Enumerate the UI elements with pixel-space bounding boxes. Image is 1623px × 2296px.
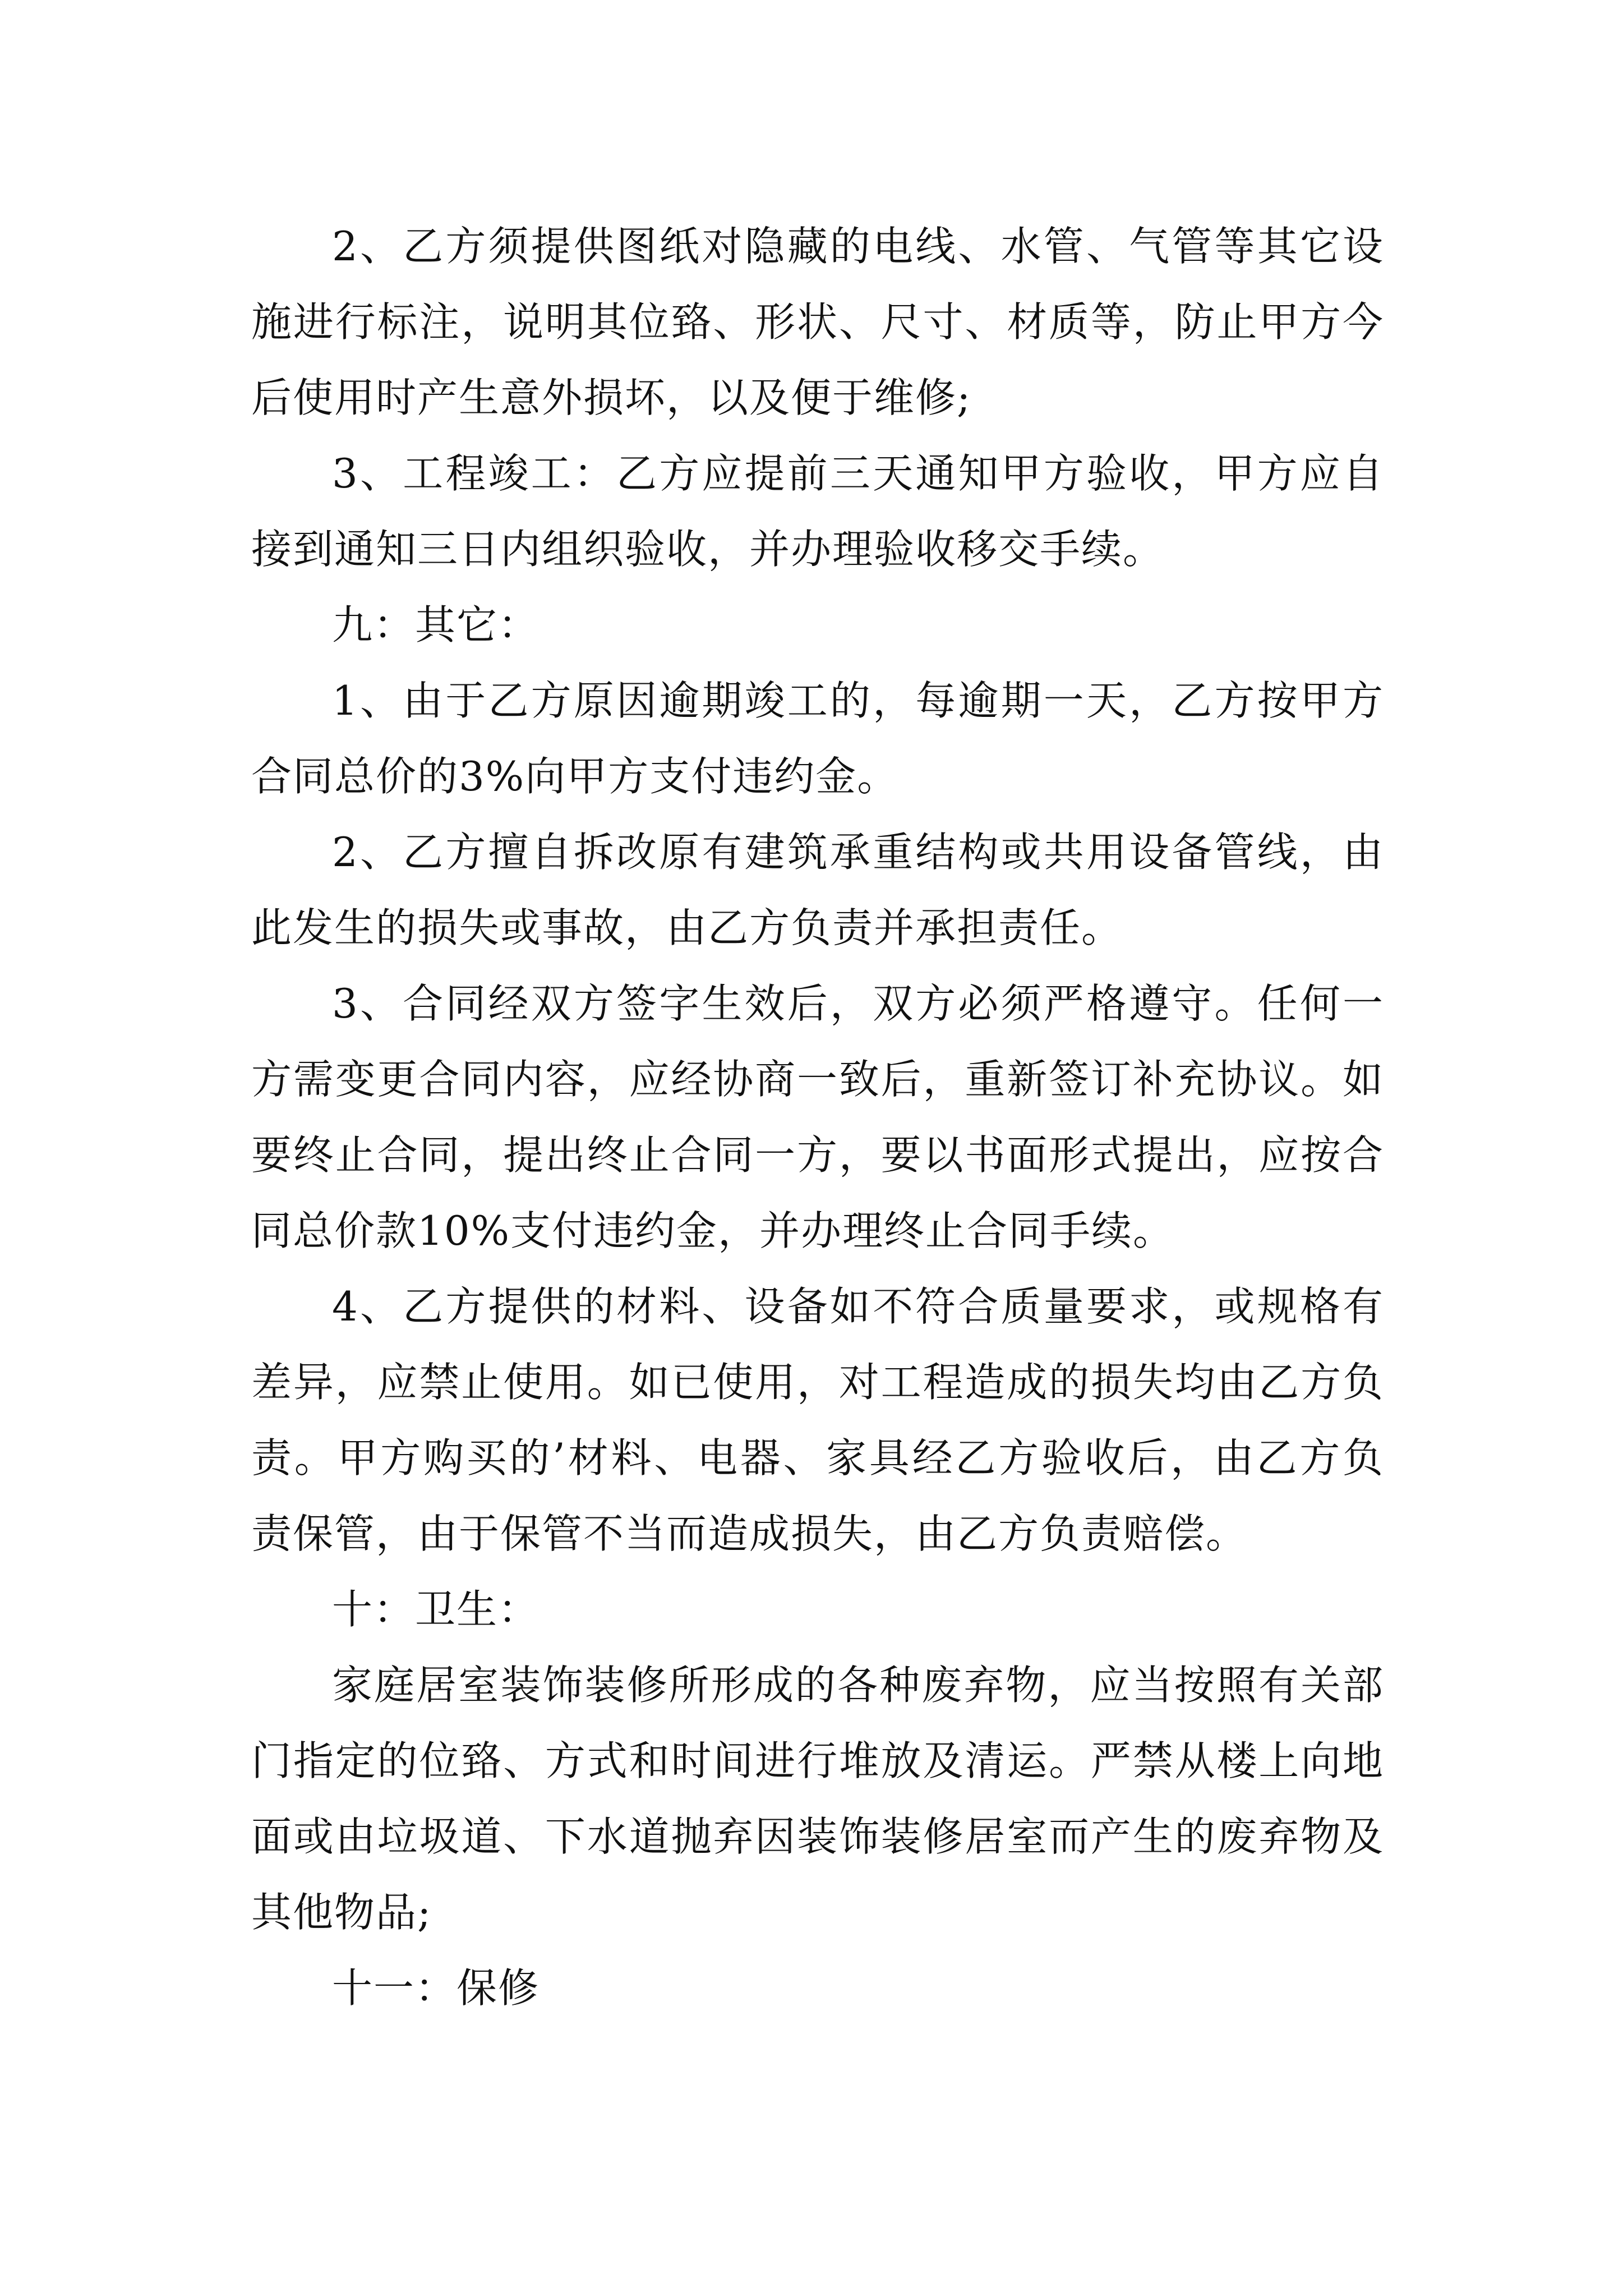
section-heading-other: 九：其它： (332, 601, 540, 648)
paragraph-structural-alteration: 2、乙方擅自拆改原有建筑承重结构或共用设备管线，由此发生的损失或事故，由乙方负责并承担责任。 (251, 829, 1384, 951)
paragraph-contract-changes: 3、合同经双方签字生效后，双方必须严格遵守。任何一方需变更合同内容，应经协商一致后，重新签订补充协议。如要终止合同，提出终止合同一方，要以书面形式提出，应按合同总价款10%支付违约金，并办理终止合同手续。 (251, 980, 1384, 1254)
paragraph-overdue-penalty: 1、由于乙方原因逾期竣工的，每逾期一天，乙方按甲方合同总价的3%向甲方支付违约金。 (251, 677, 1384, 800)
document-body (251, 209, 1384, 2026)
paragraph-waste-disposal: 家庭居室装饰装修所形成的各种废弃物，应当按照有关部门指定的位臵、方式和时间进行堆放及清运。严禁从楼上向地面或由垃圾道、下水道抛弃因装饰装修居室而产生的废弃物及其他物品; (251, 1662, 1384, 1936)
section-heading-warranty: 十一：保修 (332, 1964, 540, 2012)
paragraph-drawings-annotation: 2、乙方须提供图纸对隐藏的电线、水管、气管等其它设施进行标注，说明其位臵、形状、尺寸、材质等，防止甲方今后使用时产生意外损坏，以及便于维修; (251, 223, 1384, 421)
section-heading-hygiene: 十：卫生： (332, 1586, 540, 1633)
paragraph-materials-quality: 4、乙方提供的材料、设备如不符合质量要求，或规格有差异，应禁止使用。如已使用，对工程造成的损失均由乙方负责。甲方购买的’材料、电器、家具经乙方验收后，由乙方负责保管，由于保管不当而造成损失，由乙方负责赔偿。 (251, 1283, 1384, 1557)
paragraph-completion-acceptance: 3、工程竣工：乙方应提前三天通知甲方验收，甲方应自接到通知三日内组织验收，并办理验收移交手续。 (251, 450, 1384, 573)
